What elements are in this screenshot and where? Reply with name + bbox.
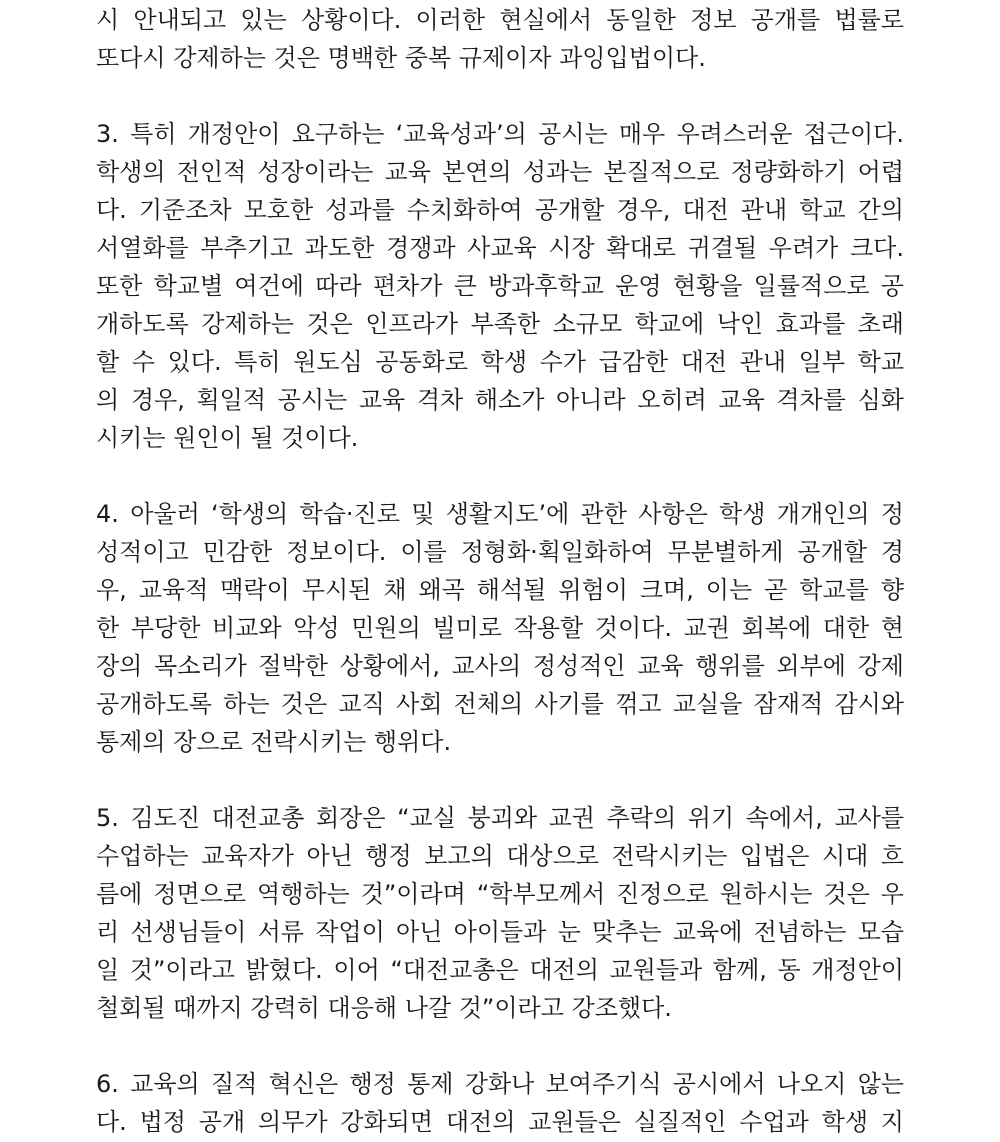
text-line: 개하도록 강제하는 것은 인프라가 부족한 소규모 학교에 낙인 효과를 초래 bbox=[96, 310, 904, 338]
text-line: 4. 아울러 ‘학생의 학습·진로 및 생활지도’에 관한 사항은 학생 개개인의 정 bbox=[96, 500, 904, 528]
text-line: 철회될 때까지 강력히 대응해 나갈 것”이라고 강조했다. bbox=[96, 994, 672, 1022]
text-line: 시 안내되고 있는 상황이다. 이러한 현실에서 동일한 정보 공개를 법률로 bbox=[96, 6, 904, 34]
text-line: 한 부당한 비교와 악성 민원의 빌미로 작용할 것이다. 교권 회복에 대한 현 bbox=[96, 614, 904, 642]
text-line: 5. 김도진 대전교총 회장은 “교실 붕괴와 교권 추락의 위기 속에서, 교사를 bbox=[96, 804, 904, 832]
text-line: 수업하는 교육자가 아닌 행정 보고의 대상으로 전락시키는 입법은 시대 흐 bbox=[96, 842, 904, 870]
text-line: 할 수 있다. 특히 원도심 공동화로 학생 수가 급감한 대전 관내 일부 학교 bbox=[96, 348, 904, 376]
text-line: 다. 기준조차 모호한 성과를 수치화하여 공개할 경우, 대전 관내 학교 간의 bbox=[96, 196, 904, 224]
text-line: 리 선생님들이 서류 작업이 아닌 아이들과 눈 맞추는 교육에 전념하는 모습 bbox=[96, 918, 904, 946]
text-line: 공개하도록 하는 것은 교직 사회 전체의 사기를 꺾고 교실을 잠재적 감시와 bbox=[96, 690, 904, 718]
text-line: 또다시 강제하는 것은 명백한 중복 규제이자 과잉입법이다. bbox=[96, 44, 706, 72]
text-line: 성적이고 민감한 정보이다. 이를 정형화·획일화하여 무분별하게 공개할 경 bbox=[96, 538, 904, 566]
text-line: 시키는 원인이 될 것이다. bbox=[96, 424, 359, 452]
text-line: 름에 정면으로 역행하는 것”이라며 “학부모께서 진정으로 원하시는 것은 우 bbox=[96, 880, 904, 908]
text-line: 3. 특히 개정안이 요구하는 ‘교육성과’의 공시는 매우 우려스러운 접근이다. bbox=[96, 120, 904, 148]
text-line: 6. 교육의 질적 혁신은 행정 통제 강화나 보여주기식 공시에서 나오지 않는 bbox=[96, 1070, 904, 1098]
text-line: 학생의 전인적 성장이라는 교육 본연의 성과는 본질적으로 정량화하기 어렵 bbox=[96, 158, 904, 186]
text-line: 의 경우, 획일적 공시는 교육 격차 해소가 아니라 오히려 교육 격차를 심화 bbox=[96, 386, 904, 414]
text-line: 우, 교육적 맥락이 무시된 채 왜곡 해석될 위험이 크며, 이는 곧 학교를 향 bbox=[96, 576, 904, 604]
text-line: 일 것”이라고 밝혔다. 이어 “대전교총은 대전의 교원들과 함께, 동 개정안이 bbox=[96, 956, 904, 984]
text-line: 통제의 장으로 전락시키는 행위다. bbox=[96, 728, 452, 756]
text-line: 다. 법정 공개 의무가 강화되면 대전의 교원들은 실질적인 수업과 학생 지 bbox=[96, 1108, 904, 1136]
text-line: 또한 학교별 여건에 따라 편차가 큰 방과후학교 운영 현황을 일률적으로 공 bbox=[96, 272, 904, 300]
text-line: 서열화를 부추기고 과도한 경쟁과 사교육 시장 확대로 귀결될 우려가 크다. bbox=[96, 234, 904, 262]
text-line: 장의 목소리가 절박한 상황에서, 교사의 정성적인 교육 행위를 외부에 강제 bbox=[96, 652, 904, 680]
